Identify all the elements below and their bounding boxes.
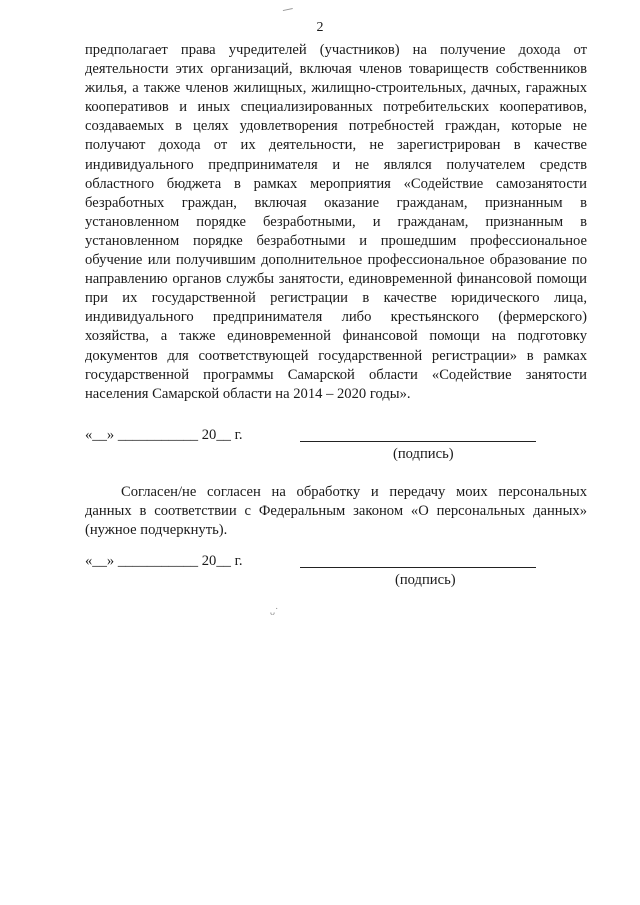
- consent-text: Согласен/не согласен на обработку и передачу моих персональных данных в соответствии с Федеральным законом «О персональных данных» (нужное подчеркнуть).: [85, 484, 587, 539]
- signature-caption-1: (подпись): [393, 446, 454, 462]
- application-body-text: предполагает права учредителей (участников) на получение дохода от деятельности этих организаций, включая членов товариществ собственников жилья, а также членов жилищных, жилищно-строительных, дачных, гаражных кооперативов и иных специализированных потребительских кооперативов, создаваемых в целях удовлетворения потребностей граждан, которые не получают дохода от их деятельности, не зарегистрирован в качестве индивидуального предпринимателя и не являлся получателем средств областного бюджета в рамках мероприятия «Содействие самозанятости безработных граждан, включая оказание гражданам, признанным в установленном порядке безработными, и гражданам, признанным в установленном порядке безработными и прошедшим профессиональное обучение или получившим дополнительное профессиональное образование по направлению органов службы занятости, единовременной финансовой помощи при их государственной регистрации в качестве юридического лица, индивидуального предпринимателя либо крестьянского (фермерского) хозяйства, а также единовременной финансовой помощи на подготовку документов для соответствующей государственной регистрации» в рамках государственной программы Самарской области «Содействие занятости населения Самарской области на 2014 – 2020 годы».: [85, 42, 587, 402]
- scan-mark-top: [283, 8, 293, 13]
- date-field-2: «__» ___________ 20__ г.: [85, 553, 243, 569]
- date-field-1: «__» ___________ 20__ г.: [85, 427, 243, 443]
- page-number: 2: [316, 20, 324, 35]
- signature-line-2: [300, 567, 536, 568]
- scan-mark-mid: ᴗ˙: [270, 607, 279, 618]
- signature-line-1: [300, 441, 536, 442]
- signature-row-1: [85, 427, 545, 447]
- signature-row-2: [85, 553, 545, 573]
- signature-caption-2: (подпись): [395, 572, 456, 588]
